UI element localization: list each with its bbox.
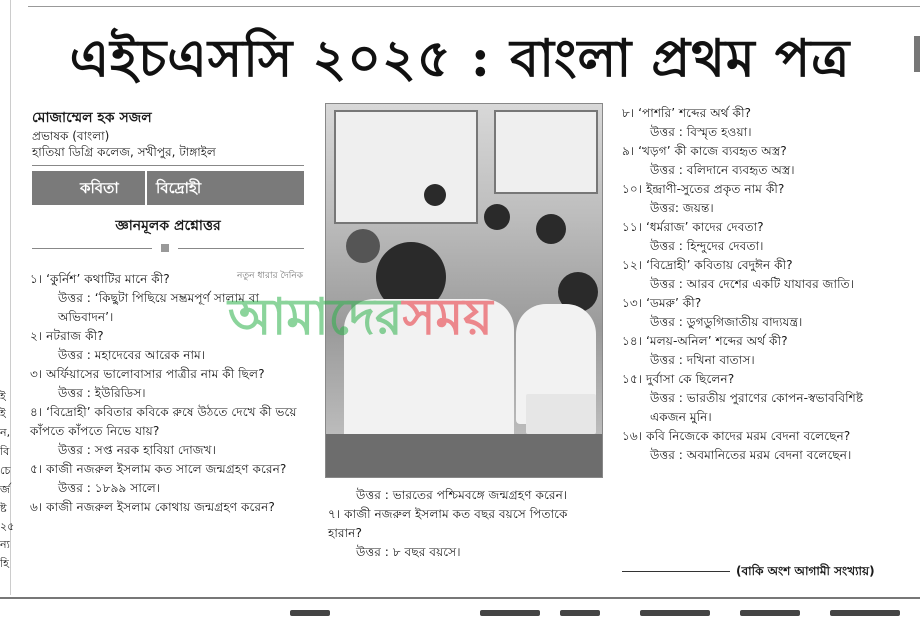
answer: উত্তর : ১৮৯৯ সালে। — [58, 481, 161, 495]
student-head — [484, 204, 510, 230]
edge-glyph: ষ্ট — [0, 502, 7, 515]
student-head — [536, 214, 566, 244]
edge-glyph: র্জ — [0, 483, 10, 496]
answer: উত্তর : হিন্দুদের দেবতা। — [650, 239, 764, 253]
edge-glyph: হি — [0, 557, 9, 570]
author-name: মোজাম্মেল হক সজল — [32, 110, 152, 126]
edge-glyph: ই — [0, 407, 6, 420]
qa-column-3 — [622, 104, 898, 465]
edge-glyph: চে — [0, 464, 11, 477]
cutoff-glyph — [640, 610, 710, 616]
question: ৫। কাজী নজরুল ইসলাম কত সালে জন্মগ্রহণ করেন? — [30, 462, 287, 476]
desk — [326, 434, 602, 477]
qa-item — [30, 403, 306, 460]
watermark-logo — [228, 280, 493, 363]
question: ২। নটরাজ কী? — [30, 329, 104, 343]
answer: উত্তর : সপ্ত নরক হাবিয়া দোজখ। — [58, 443, 217, 457]
qa-item — [622, 427, 898, 465]
page-title: এইচএসসি ২০২৫ : বাংলা প্রথম পত্র — [69, 28, 851, 89]
answer: উত্তর : ৮ বছর বয়সে। — [356, 545, 461, 559]
window — [334, 110, 478, 224]
question: ১০। ইন্দ্রাণী-সুতের প্রকৃত নাম কী? — [622, 182, 785, 196]
qa-item — [622, 256, 898, 294]
answer: উত্তর : বলিদানে ব্যবহৃত অস্ত্র। — [650, 163, 795, 177]
qa-item — [30, 365, 306, 403]
edge-glyph: ই — [0, 390, 6, 403]
category-title: বিদ্রোহী — [156, 179, 202, 197]
divider — [32, 165, 304, 166]
question: ৪। ‘বিদ্রোহী’ কবিতার কবিকে রুষে উঠতে দেখে কী ভয়ে কাঁপতে কাঁপতে নিভে যায়? — [30, 405, 297, 438]
question: ৯। ‘খড়গ’ কী কাজে ব্যবহৃত অস্ত্র? — [622, 144, 787, 158]
author-designation: প্রভাষক (বাংলা) — [32, 129, 110, 143]
cutoff-glyph — [560, 610, 600, 616]
answer: উত্তর : ভারতীয় পুরাণের কোপন-স্বভাববিশিষ্ট একজন মুনি। — [650, 391, 864, 424]
watermark-tagline: নতুন ধারার দৈনিক — [237, 271, 303, 281]
qa-item — [622, 142, 898, 180]
answer: উত্তর : দখিনা বাতাস। — [650, 353, 755, 367]
answer-sheet — [526, 394, 596, 434]
qa-item — [622, 370, 898, 427]
answer: উত্তর : বিস্মৃত হওয়া। — [650, 125, 752, 139]
divider — [178, 248, 304, 249]
watermark-part: সময় — [402, 288, 493, 346]
question: ৮। ‘পাশরি’ শব্দের অর্থ কী? — [622, 106, 752, 120]
edge-glyph: বি — [0, 445, 10, 458]
answer: উত্তর : ডুগডুগিজাতীয় বাদ্যযন্ত্র। — [650, 315, 803, 329]
continued-note: (বাকি অংশ আগামী সংখ্যায়) — [736, 564, 875, 578]
footer-rule — [622, 571, 730, 572]
qa-item — [622, 218, 898, 256]
qa-column-2 — [328, 486, 604, 562]
student-head — [346, 229, 380, 263]
answer: উত্তর : ইউরিডিস। — [58, 386, 146, 400]
answer: উত্তর : মহাদেবের আরেক নাম। — [58, 348, 206, 362]
answer: উত্তর: জয়ন্ত। — [650, 201, 714, 215]
question: ৩। অর্ফিয়াসের ভালোবাসার পাত্রীর নাম কী ছিল? — [30, 367, 265, 381]
cutoff-glyph — [830, 610, 900, 616]
question: ১৪। ‘মলয়-অনিল’ শব্দের অর্থ কী? — [622, 334, 788, 348]
cutoff-glyph — [480, 610, 540, 616]
category-type: কবিতা — [80, 179, 119, 197]
question: ১৫। দুর্বাসা কে ছিলেন? — [622, 372, 735, 386]
category-bar — [32, 171, 304, 205]
edge-glyph: ২৫ — [0, 520, 15, 533]
question: ১। ‘কুর্নিশ’ কথাটির মানে কী? — [30, 272, 170, 286]
divider — [32, 248, 152, 249]
qa-item — [328, 505, 604, 562]
category-divider — [145, 171, 147, 205]
qa-item — [622, 104, 898, 142]
qa-item — [622, 180, 898, 218]
next-article-cutoff — [0, 604, 920, 621]
section-title: জ্ঞানমূলক প্রশ্নোত্তর — [115, 218, 221, 234]
divider-square — [161, 244, 169, 252]
author-institution: হাতিয়া ডিগ্রি কলেজ, সখীপুর, টাঙ্গাইল — [32, 145, 216, 159]
qa-item — [30, 498, 306, 517]
qa-item — [622, 294, 898, 332]
window — [494, 110, 598, 194]
bottom-border — [0, 597, 920, 599]
question: ৬। কাজী নজরুল ইসলাম কোথায় জন্মগ্রহণ করেন? — [30, 500, 275, 514]
qa-item — [30, 460, 306, 498]
student-head — [424, 184, 446, 206]
question: ৭। কাজী নজরুল ইসলাম কত বছর বয়সে পিতাকে হারান? — [328, 507, 568, 540]
answer: উত্তর : আরব দেশের একটি যাযাবর জাতি। — [650, 277, 855, 291]
answer: উত্তর : ভারতের পশ্চিমবঙ্গে জন্মগ্রহণ করেন। — [356, 488, 568, 502]
qa-item — [622, 332, 898, 370]
question: ১৩। ‘ডমরু’ কী? — [622, 296, 702, 310]
edge-glyph: ন্য — [0, 538, 10, 551]
answer: উত্তর : ‘কিছুটা পিছিয়ে সম্ভ্রমপূর্ণ সালাম বা অভিবাদন’। — [58, 291, 260, 324]
question: ১১। ‘ধর্মরাজ’ কাদের দেবতা? — [622, 220, 764, 234]
question: ১৬। কবি নিজেকে কাদের মরম বেদনা বলেছেন? — [622, 429, 851, 443]
watermark-part: আমাদের — [228, 288, 403, 346]
question: ১২। ‘বিদ্রোহী’ কবিতায় বেদুঈন কী? — [622, 258, 793, 272]
edge-glyph: ন, — [0, 426, 11, 439]
cutoff-glyph — [740, 610, 800, 616]
cutoff-glyph — [290, 610, 330, 616]
answer: উত্তর : অবমানিতের মরম বেদনা বলেছেন। — [650, 448, 852, 462]
top-border — [28, 6, 920, 7]
